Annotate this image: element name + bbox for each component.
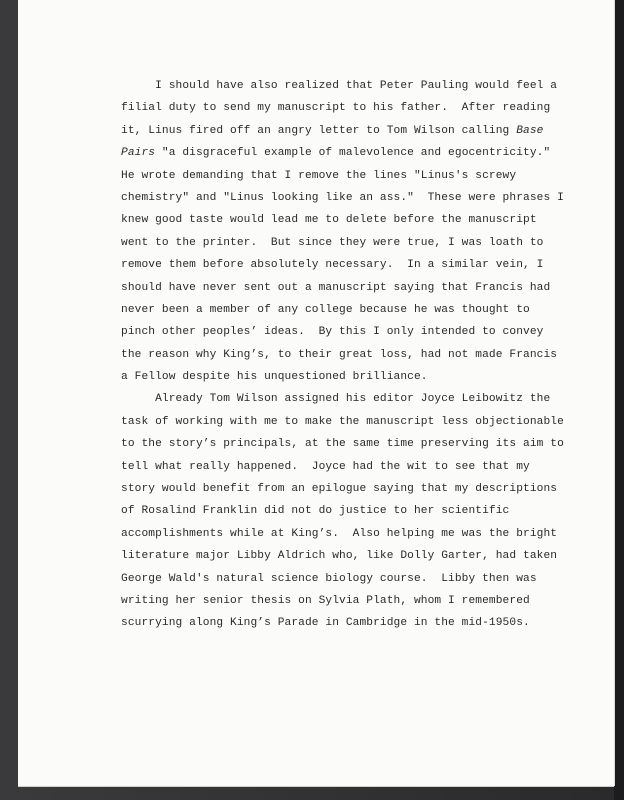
text-line [121,120,561,142]
paragraph-1 [121,75,564,388]
text-line: story would benefit from an epilogue saying that my descriptions [121,483,558,496]
text-line: the reason why King’s, to their great loss, had not made Francis [121,348,558,361]
text-line: accomplishments while at King’s. Also helping me was the bright [121,527,558,540]
italic-title-part: Pairs [121,147,156,160]
text-line: Already Tom Wilson assigned his editor Joyce Leibowitz the [121,393,551,406]
document-page [18,0,614,786]
text-line: of Rosalind Franklin did not do justice to her scientific [121,505,510,518]
text-line: a Fellow despite his unquestioned brilliance. [121,371,428,384]
text-line: He wrote demanding that I remove the lines "Linus's screwy [121,169,517,182]
text-line: went to the printer. But since they were true, I was loath to [121,236,544,249]
text-line: George Wald's natural science biology course. Libby then was [121,572,537,585]
text-line: writing her senior thesis on Sylvia Plath, whom I remembered [121,594,530,607]
text-line: should have never sent out a manuscript saying that Francis had [121,281,551,294]
typed-text [121,75,564,635]
text-line: filial duty to send my manuscript to his father. After reading [121,102,551,115]
text-line: never been a member of any college because he was thought to [121,303,530,316]
text-line [121,142,561,164]
italic-title-part: Base [516,124,544,137]
paragraph-2 [121,388,564,634]
text-line: scurrying along King’s Parade in Cambridge in the mid-1950s. [121,617,530,630]
text-line: I should have also realized that Peter Pauling would feel a [121,80,558,92]
text-line: chemistry" and "Linus looking like an ass." These were phrases I [121,191,564,204]
text-line-part: it, Linus fired off an angry letter to Tom Wilson calling [121,124,517,137]
text-line: remove them before absolutely necessary. In a similar vein, I [121,259,544,272]
text-line: to the story’s principals, at the same time preserving its aim to [121,438,564,451]
text-line: pinch other peoples’ ideas. By this I only intended to convey [121,326,544,339]
text-line: tell what really happened. Joyce had the wit to see that my [121,460,530,473]
text-line: literature major Libby Aldrich who, like Dolly Garter, had taken [121,550,558,563]
text-line: task of working with me to make the manuscript less objectionable [121,415,564,428]
text-line: knew good taste would lead me to delete before the manuscript [121,214,537,227]
scanner-edge [614,0,624,800]
text-line-part: "a disgraceful example of malevolence and egocentricity." [155,147,551,160]
